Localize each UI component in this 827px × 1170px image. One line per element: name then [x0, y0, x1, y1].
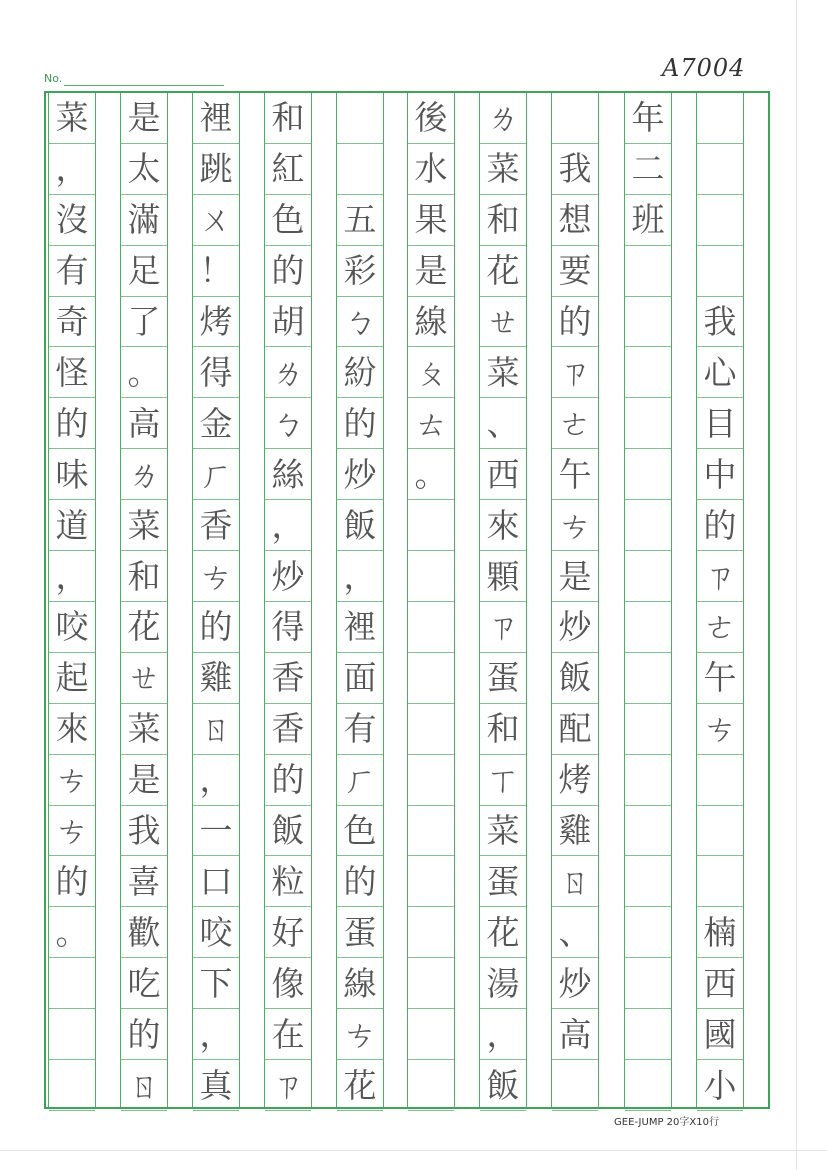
grid-cell: 炒 — [337, 449, 383, 500]
grid-column — [479, 93, 527, 1107]
grid-cell — [625, 1060, 671, 1111]
grid-cell: 菜 — [480, 806, 526, 857]
grid-cell: 咬 — [49, 602, 95, 653]
page-code: A7004 — [662, 54, 746, 82]
grid-cell: ， — [480, 1009, 526, 1060]
grid-cell: 炒 — [552, 602, 598, 653]
grid-cell: 雞 — [552, 806, 598, 857]
grid-cell: 湯 — [480, 958, 526, 1009]
grid-cell — [625, 857, 671, 908]
grid-cell: 彩 — [337, 246, 383, 297]
number-line — [64, 85, 224, 86]
grid-cell: ㄘ — [697, 704, 743, 755]
grid-cell: 蛋 — [337, 907, 383, 958]
grid-cell: 起 — [49, 653, 95, 704]
grid-cell — [408, 500, 454, 551]
grid-cell — [697, 755, 743, 806]
grid-cell: ㄘ — [49, 806, 95, 857]
grid-cell — [697, 144, 743, 195]
grid-cell: 滿 — [121, 195, 167, 246]
grid-column — [264, 93, 312, 1107]
grid-cell: 是 — [121, 93, 167, 144]
grid-cell: 的 — [193, 602, 239, 653]
paper-brand: GEE-JUMP 20字X10行 — [614, 1117, 719, 1128]
grid-cell — [697, 857, 743, 908]
grid-column — [48, 93, 96, 1107]
grid-column — [624, 93, 672, 1107]
grid-cell: 來 — [49, 704, 95, 755]
grid-cell: 目 — [697, 398, 743, 449]
grid-cell: 和 — [480, 195, 526, 246]
grid-cell: 菜 — [121, 500, 167, 551]
grid-cell: ㄅ — [265, 398, 311, 449]
grid-cell: 午 — [552, 449, 598, 500]
grid-cell — [552, 1060, 598, 1111]
grid-cell: 是 — [552, 551, 598, 602]
grid-cell: 和 — [480, 704, 526, 755]
grid-cell — [625, 449, 671, 500]
grid-cell: 烤 — [552, 755, 598, 806]
grid-cell: 雞 — [193, 653, 239, 704]
grid-cell: ㄏ — [193, 449, 239, 500]
grid-cell: ， — [337, 551, 383, 602]
grid-cell: 五 — [337, 195, 383, 246]
grid-cell — [408, 704, 454, 755]
grid-cell: 國 — [697, 1009, 743, 1060]
grid-cell: 年 — [625, 93, 671, 144]
grid-cell — [697, 806, 743, 857]
grid-cell: 香 — [265, 704, 311, 755]
grid-cell — [625, 1009, 671, 1060]
grid-cell: 色 — [265, 195, 311, 246]
grid-cell: 像 — [265, 958, 311, 1009]
grid-cell — [625, 348, 671, 399]
grid-cell: 來 — [480, 500, 526, 551]
grid-cell: ㄜ — [697, 602, 743, 653]
grid-cell: 花 — [480, 246, 526, 297]
grid-cell: ㄘ — [552, 500, 598, 551]
grid-cell: 西 — [697, 958, 743, 1009]
grid-cell: 好 — [265, 907, 311, 958]
grid-cell: 炒 — [265, 551, 311, 602]
grid-cell: 下 — [193, 958, 239, 1009]
grid-cell: 小 — [697, 1060, 743, 1111]
grid-cell: 我 — [697, 297, 743, 348]
grid-cell — [408, 857, 454, 908]
grid-cell: ㄌ — [121, 449, 167, 500]
grid-cell — [625, 398, 671, 449]
grid-cell: 的 — [49, 398, 95, 449]
grid-cell: 紅 — [265, 144, 311, 195]
grid-cell: 炒 — [552, 958, 598, 1009]
grid-column — [336, 93, 384, 1107]
grid-cell: ㄒ — [480, 755, 526, 806]
grid-cell: 菜 — [480, 144, 526, 195]
grid-cell: ㄏ — [337, 755, 383, 806]
grid-cell: 是 — [121, 755, 167, 806]
grid-cell: 飯 — [337, 500, 383, 551]
grid-cell: 裡 — [193, 93, 239, 144]
grid-cell: ㄜ — [552, 398, 598, 449]
grid-cell: 得 — [265, 602, 311, 653]
grid-cell: 烤 — [193, 297, 239, 348]
grid-cell — [49, 1060, 95, 1111]
grid-cell: 。 — [49, 907, 95, 958]
grid-cell: 、 — [552, 907, 598, 958]
scan-edge-right — [796, 0, 797, 1170]
grid-cell: 水 — [408, 144, 454, 195]
grid-cell: 飯 — [552, 653, 598, 704]
grid-cell — [625, 297, 671, 348]
grid-cell: 面 — [337, 653, 383, 704]
scan-edge-bottom — [0, 1150, 827, 1151]
grid-cell: ㄖ — [552, 857, 598, 908]
grid-cell — [625, 500, 671, 551]
grid-cell: ㄗ — [697, 551, 743, 602]
grid-cell: ， — [49, 551, 95, 602]
grid-cell: 菜 — [480, 348, 526, 399]
grid-cell: 喜 — [121, 857, 167, 908]
grid-cell: ㄖ — [121, 1060, 167, 1111]
grid-cell: 顆 — [480, 551, 526, 602]
grid-cell: ㄘ — [49, 755, 95, 806]
grid-cell: 高 — [121, 398, 167, 449]
grid-cell: 飯 — [480, 1060, 526, 1111]
grid-cell: 的 — [49, 857, 95, 908]
grid-cell: 是 — [408, 246, 454, 297]
grid-cell: 果 — [408, 195, 454, 246]
grid-cell: ㄗ — [480, 602, 526, 653]
grid-cell: 跳 — [193, 144, 239, 195]
grid-cell: 的 — [121, 1009, 167, 1060]
grid-cell — [625, 958, 671, 1009]
grid-cell: 菜 — [49, 93, 95, 144]
grid-cell: ㄗ — [552, 348, 598, 399]
grid-cell — [625, 246, 671, 297]
grid-cell: ㄌ — [265, 348, 311, 399]
grid-cell — [625, 653, 671, 704]
grid-cell: 色 — [337, 806, 383, 857]
grid-cell: 二 — [625, 144, 671, 195]
grid-cell — [49, 1009, 95, 1060]
grid-cell — [697, 195, 743, 246]
grid-cell: ㄝ — [121, 653, 167, 704]
grid-cell — [408, 1009, 454, 1060]
grid-cell — [697, 246, 743, 297]
grid-cell: 的 — [337, 398, 383, 449]
grid-cell — [625, 907, 671, 958]
grid-cell: 要 — [552, 246, 598, 297]
grid-cell — [408, 551, 454, 602]
number-label: No. — [44, 72, 63, 85]
grid-cell: 粒 — [265, 857, 311, 908]
grid-cell: 得 — [193, 348, 239, 399]
grid-cell — [625, 755, 671, 806]
grid-cell: 班 — [625, 195, 671, 246]
grid-cell — [625, 806, 671, 857]
grid-cell — [337, 93, 383, 144]
grid-cell: 花 — [480, 907, 526, 958]
grid-cell: 紛 — [337, 348, 383, 399]
grid-cell — [408, 602, 454, 653]
grid-cell: ㄗ — [265, 1060, 311, 1111]
grid-cell: ， — [193, 755, 239, 806]
grid-cell: 在 — [265, 1009, 311, 1060]
grid-column — [407, 93, 455, 1107]
grid-cell: ㄘ — [193, 551, 239, 602]
grid-cell: ㄘ — [337, 1009, 383, 1060]
grid-cell: 我 — [552, 144, 598, 195]
grid-cell: 線 — [408, 297, 454, 348]
grid-cell: 心 — [697, 348, 743, 399]
grid-cell: 一 — [193, 806, 239, 857]
grid-cell: 和 — [265, 93, 311, 144]
grid-cell: 吃 — [121, 958, 167, 1009]
grid-cell: 味 — [49, 449, 95, 500]
grid-cell — [408, 907, 454, 958]
grid-cell: ㄌ — [480, 93, 526, 144]
grid-cell: 太 — [121, 144, 167, 195]
grid-cell: 花 — [121, 602, 167, 653]
grid-cell — [625, 602, 671, 653]
grid-cell: 的 — [265, 755, 311, 806]
grid-cell: ！ — [193, 246, 239, 297]
grid-cell: ㄝ — [480, 297, 526, 348]
grid-cell: 絲 — [265, 449, 311, 500]
grid-cell: 足 — [121, 246, 167, 297]
grid-cell — [337, 144, 383, 195]
grid-column — [192, 93, 240, 1107]
grid-cell: ， — [193, 1009, 239, 1060]
grid-cell: 和 — [121, 551, 167, 602]
grid-cell — [625, 551, 671, 602]
grid-cell: 我 — [121, 806, 167, 857]
grid-cell: 的 — [552, 297, 598, 348]
grid-cell: 後 — [408, 93, 454, 144]
grid-cell: 胡 — [265, 297, 311, 348]
grid-cell: 菜 — [121, 704, 167, 755]
grid-cell: 咬 — [193, 907, 239, 958]
grid-cell: 中 — [697, 449, 743, 500]
grid-cell — [408, 755, 454, 806]
grid-cell: 金 — [193, 398, 239, 449]
grid-cell: 裡 — [337, 602, 383, 653]
grid-cell — [697, 93, 743, 144]
grid-cell: 怪 — [49, 348, 95, 399]
grid-cell: 有 — [337, 704, 383, 755]
grid-cell: ㄨ — [193, 195, 239, 246]
grid-cell: 有 — [49, 246, 95, 297]
grid-cell: 香 — [265, 653, 311, 704]
grid-cell — [408, 958, 454, 1009]
grid-cell — [49, 958, 95, 1009]
grid-cell: 。 — [121, 348, 167, 399]
grid-cell: 、 — [480, 398, 526, 449]
grid-cell: ㄊ — [408, 398, 454, 449]
grid-cell: ， — [49, 144, 95, 195]
grid-cell: 香 — [193, 500, 239, 551]
grid-cell: 沒 — [49, 195, 95, 246]
grid-cell: 口 — [193, 857, 239, 908]
grid-cell: ㄖ — [193, 704, 239, 755]
grid-cell: 了 — [121, 297, 167, 348]
grid-cell: 的 — [697, 500, 743, 551]
grid-column — [551, 93, 599, 1107]
grid-cell: 的 — [265, 246, 311, 297]
grid-cell: 高 — [552, 1009, 598, 1060]
grid-cell: 真 — [193, 1060, 239, 1111]
grid-cell: 蛋 — [480, 857, 526, 908]
grid-cell: 配 — [552, 704, 598, 755]
grid-cell — [408, 653, 454, 704]
grid-cell — [408, 806, 454, 857]
grid-cell: ， — [265, 500, 311, 551]
grid-cell: 道 — [49, 500, 95, 551]
grid-cell: 飯 — [265, 806, 311, 857]
grid-column — [696, 93, 744, 1107]
grid-column — [120, 93, 168, 1107]
grid-cell — [408, 1060, 454, 1111]
grid-cell: 的 — [337, 857, 383, 908]
grid-cell: 。 — [408, 449, 454, 500]
grid-cell: 蛋 — [480, 653, 526, 704]
grid-cell — [552, 93, 598, 144]
grid-cell: ㄆ — [408, 348, 454, 399]
grid-cell: ㄅ — [337, 297, 383, 348]
grid-cell: 午 — [697, 653, 743, 704]
grid-cell: 楠 — [697, 907, 743, 958]
grid-cell: 歡 — [121, 907, 167, 958]
grid-cell: 奇 — [49, 297, 95, 348]
grid-cell — [625, 704, 671, 755]
grid-cell: 花 — [337, 1060, 383, 1111]
grid-cell: 線 — [337, 958, 383, 1009]
manuscript-grid — [44, 91, 770, 1109]
grid-cell: 想 — [552, 195, 598, 246]
grid-cell: 西 — [480, 449, 526, 500]
